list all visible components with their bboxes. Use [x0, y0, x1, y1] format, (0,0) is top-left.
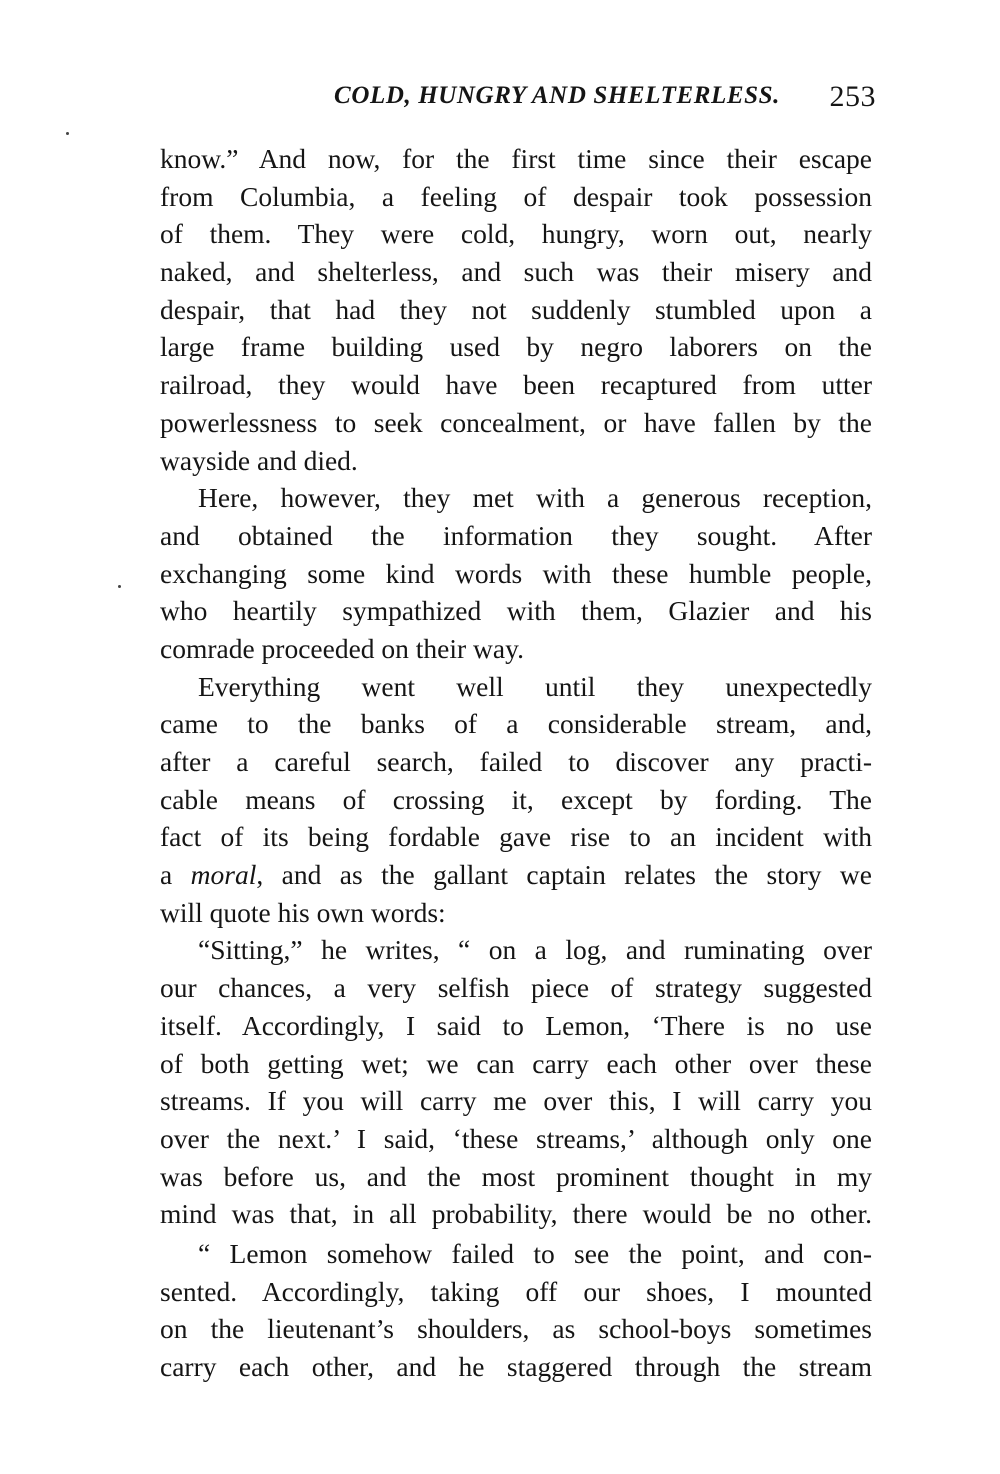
- text-line: was before us, and the most prominent thought in my: [160, 1160, 872, 1192]
- running-title: COLD, HUNGRY AND SHELTERLESS.: [334, 82, 780, 109]
- text-line: came to the banks of a considerable stream, and,: [160, 708, 872, 740]
- italic-emphasis: moral: [190, 859, 257, 891]
- text-line: from Columbia, a feeling of despair took possession: [160, 180, 872, 212]
- text-line: on the lieutenant’s shoulders, as school-boys sometimes: [160, 1313, 872, 1345]
- text-line: carry each other, and he staggered through the stream: [160, 1351, 872, 1382]
- text-line: itself. Accordingly, I said to Lemon, ‘There is no use: [160, 1009, 872, 1041]
- text-line: sented. Accordingly, taking off our shoes, I mounted: [160, 1275, 872, 1307]
- text-line: Here, however, they met with a generous reception,: [198, 482, 872, 514]
- text-line: know.” And now, for the first time since their escape: [160, 143, 872, 174]
- paragraph: [160, 140, 872, 479]
- text-line: Everything went well until they unexpectedly: [198, 670, 872, 702]
- text-line-with-italic: a moral, and as the gallant captain relates the story we: [160, 859, 872, 891]
- text-line: streams. If you will carry me over this, I will carry you: [160, 1085, 872, 1117]
- text-line: will quote his own words:: [160, 896, 446, 928]
- text-line: “ Lemon somehow failed to see the point, and con-: [198, 1237, 872, 1269]
- page-number: 253: [829, 80, 876, 113]
- paragraph: [160, 668, 872, 932]
- print-speck: [66, 132, 69, 135]
- text-line: large frame building used by negro laborers on the: [160, 331, 872, 363]
- text-line: after a careful search, failed to discover any practi-: [160, 746, 872, 777]
- text-line: fact of its being fordable gave rise to an incident with: [160, 821, 872, 853]
- running-head: [160, 82, 876, 122]
- paragraph: [160, 1235, 872, 1386]
- text-line: “Sitting,” he writes, “ on a log, and ruminating over: [198, 934, 872, 966]
- body-text: [160, 140, 872, 1386]
- text-line: over the next.’ I said, ‘these streams,’ although only one: [160, 1122, 872, 1154]
- text-line: railroad, they would have been recaptured from utter: [160, 369, 872, 401]
- text-line: naked, and shelterless, and such was their misery and: [160, 256, 872, 288]
- text-line: mind was that, in all probability, there would be no other.: [160, 1198, 872, 1230]
- text-line: our chances, a very selfish piece of strategy suggested: [160, 972, 872, 1004]
- text-line: powerlessness to seek concealment, or have fallen by the: [160, 406, 872, 438]
- text-line: cable means of crossing it, except by fording. The: [160, 783, 872, 815]
- text-line: who heartily sympathized with them, Glazier and his: [160, 595, 872, 627]
- text-line: comrade proceeded on their way.: [160, 632, 524, 664]
- text-line: despair, that had they not suddenly stumbled upon a: [160, 293, 872, 325]
- paragraph: [160, 479, 872, 667]
- paragraph: [160, 931, 872, 1233]
- print-speck: [118, 585, 121, 588]
- text-line: of both getting wet; we can carry each other over these: [160, 1047, 872, 1079]
- text-line: and obtained the information they sought. After: [160, 519, 872, 551]
- text-line: of them. They were cold, hungry, worn out, nearly: [160, 218, 872, 250]
- text-line: exchanging some kind words with these humble people,: [160, 557, 872, 589]
- text-line: wayside and died.: [160, 444, 358, 476]
